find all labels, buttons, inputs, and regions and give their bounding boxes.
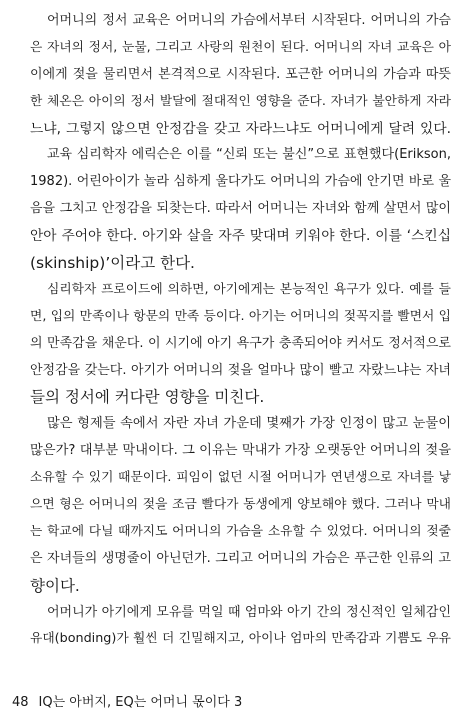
text-line: 이에게 젖을 물리면서 본격적으로 시작된다. 포근한 어머니의 가슴과 따뜻: [30, 66, 451, 82]
text-line: 은 자녀들의 생명줄이 아닌던가. 그리고 어머니의 가슴은 푸근한 인류의 고: [30, 550, 451, 566]
text-line: 안정감을 갖는다. 아기가 어머니의 젖을 얼마나 많이 빨고 자랐느냐는 자녀: [30, 362, 451, 378]
text-line: 심리학자 프로이드에 의하면, 아기에게는 본능적인 욕구가 있다. 예를 들: [47, 281, 451, 297]
text-line: 많은가? 대부분 막내이다. 그 이유는 막내가 가장 오랫동안 어머니의 젖을: [30, 443, 451, 459]
text-line: 느냐, 그렇지 않으면 안정감을 갖고 자라느냐도 어머니에게 달려 있다.: [30, 120, 451, 137]
paragraph-4: [30, 411, 451, 599]
text-line: 안아 주어야 한다. 아기와 살을 자주 맞대며 키워야 한다. 이를 ‘스킨십: [30, 228, 451, 245]
running-title: IQ는 아버지, EQ는 어머니 몫이다 3: [38, 695, 243, 710]
text-line: 향이다.: [30, 576, 80, 595]
paragraph-1: [30, 8, 451, 142]
text-line: 많은 형제들 속에서 자란 자녀 가운데 몇째가 가장 인정이 많고 눈물이: [47, 416, 451, 432]
text-line: 어머니가 아기에게 모유를 먹일 때 엄마와 아기 간의 정신적인 일체감인: [47, 604, 451, 620]
paragraph-3: [30, 277, 451, 411]
text-line: 으면 형은 어머니의 젖을 조금 빨다가 동생에게 양보해야 했다. 그러나 막내: [30, 497, 451, 513]
text-line: 소유할 수 있기 때문이다. 피임이 없던 시절 어머니가 연년생으로 자녀를 낳: [30, 470, 451, 486]
text-line: 유대(bonding)가 훨씬 더 긴밀해지고, 아이나 엄마의 만족감과 기쁨도 우유: [30, 631, 451, 647]
text-line: 한 체온은 아이의 정서 발달에 절대적인 영향을 준다. 자녀가 불안하게 자라: [30, 93, 451, 109]
text-line: (skinship)’이라고 한다.: [30, 254, 195, 273]
text-line: 은 자녀의 정서, 눈물, 그리고 사랑의 원천이 된다. 어머니의 자녀 교육은 아: [30, 39, 451, 55]
text-line: 들의 정서에 커다란 영향을 미친다.: [30, 388, 265, 407]
text-line: 교육 심리학자 에릭슨은 이를 “신뢰 또는 불신”으로 표현했다(Erikson,: [47, 147, 451, 163]
text-line: 1982). 어린아이가 놀라 심하게 울다가도 어머니의 가슴에 안기면 바로 울: [30, 174, 451, 190]
paragraph-2: [30, 142, 451, 276]
text-line: 면, 입의 만족이나 항문의 만족 등이다. 아기는 어머니의 젖꼭지를 빨면서 입: [30, 308, 451, 324]
text-line: 음을 그치고 안정감을 되찾는다. 따라서 어머니는 자녀와 함께 살면서 많이: [30, 201, 451, 217]
text-line: 의 만족감을 채운다. 이 시기에 아기 욕구가 충족되어야 커서도 정서적으로: [30, 335, 451, 351]
page-number: 48: [12, 695, 29, 710]
text-line: 는 학교에 다닐 때까지도 어머니의 가슴을 소유할 수 있었다. 어머니의 젖줄: [30, 523, 451, 539]
body-text: [30, 8, 451, 653]
paragraph-5: [30, 600, 451, 654]
page-footer: [12, 694, 242, 712]
text-line: 어머니의 정서 교육은 어머니의 가슴에서부터 시작된다. 어머니의 가슴: [47, 13, 451, 28]
